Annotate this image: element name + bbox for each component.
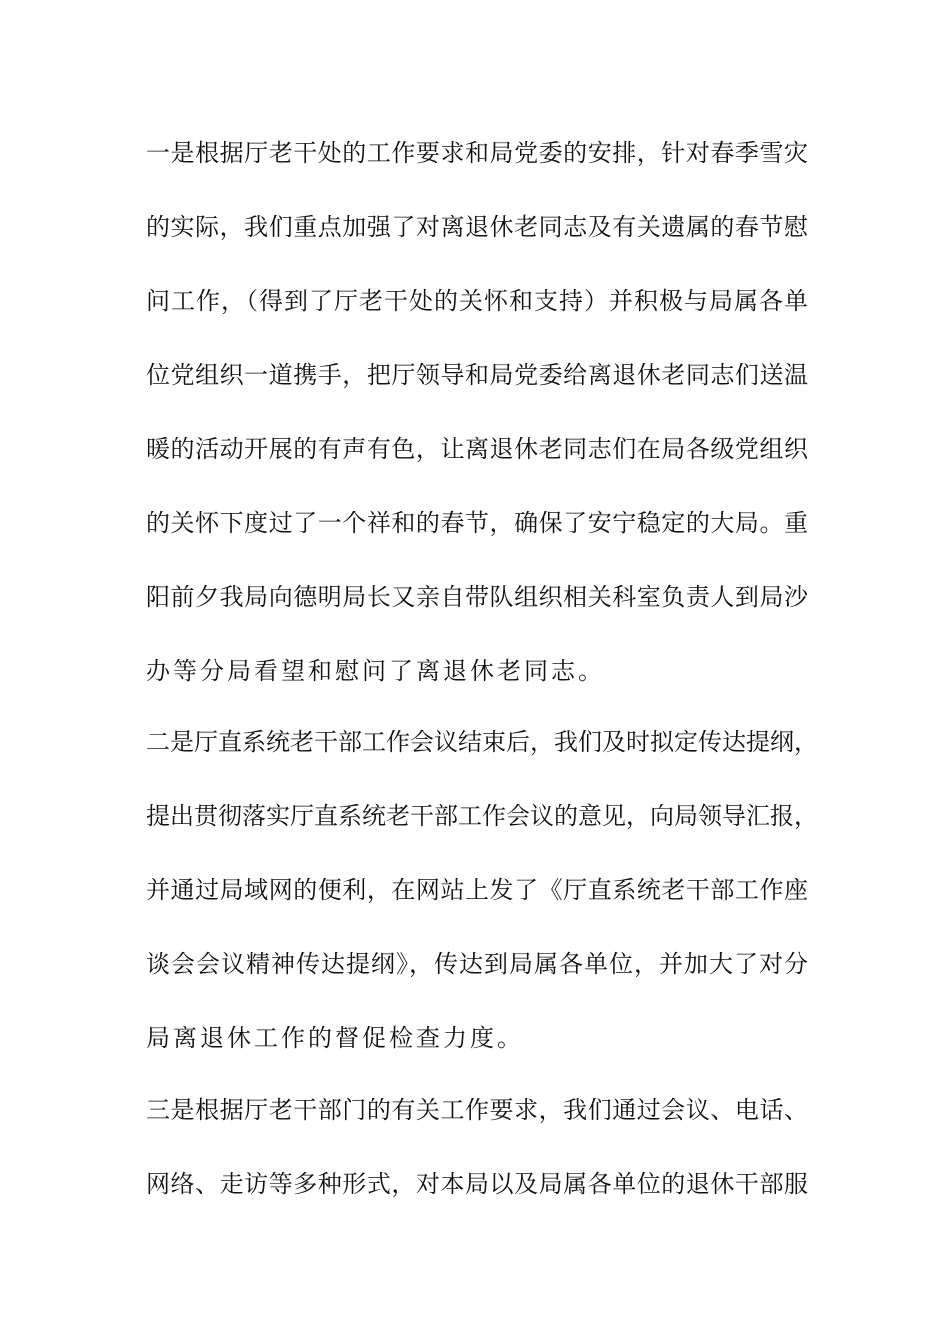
paragraph-3 — [146, 1073, 808, 1221]
text-line: 的关怀下度过了一个祥和的春节，确保了安宁稳定的大局。重 — [146, 509, 808, 537]
text-line: 提出贯彻落实厅直系统老干部工作会议的意见，向局领导汇报， — [146, 802, 818, 830]
text-line: 暖的活动开展的有声有色，让离退休老同志们在局各级党组织 — [146, 435, 808, 463]
paragraph-1 — [146, 116, 808, 708]
text-line: 并通过局域网的便利，在网站上发了《厅直系统老干部工作座 — [146, 876, 808, 904]
text-line: 问工作，（得到了厅老干处的关怀和支持）并积极与局属各单 — [146, 287, 808, 315]
paragraph-2 — [146, 705, 818, 1075]
text-line: 阳前夕我局向德明局长又亲自带队组织相关科室负责人到局沙 — [146, 583, 808, 611]
text-line: 二是厅直系统老干部工作会议结束后，我们及时拟定传达提纲， — [146, 728, 818, 756]
text-line: 一是根据厅老干处的工作要求和局党委的安排，针对春季雪灾 — [146, 139, 808, 167]
text-line: 的实际，我们重点加强了对离退休老同志及有关遗属的春节慰 — [146, 213, 808, 241]
text-line: 办等分局看望和慰问了离退休老同志。 — [146, 657, 605, 685]
text-line: 位党组织一道携手，把厅领导和局党委给离退休老同志们送温 — [146, 361, 808, 389]
text-line: 局离退休工作的督促检查力度。 — [146, 1024, 524, 1052]
text-line: 三是根据厅老干部门的有关工作要求，我们通过会议、电话、 — [146, 1096, 808, 1124]
text-line: 谈会会议精神传达提纲》，传达到局属各单位，并加大了对分 — [146, 950, 808, 978]
text-line: 网络、走访等多种形式，对本局以及局属各单位的退休干部服 — [146, 1170, 808, 1198]
